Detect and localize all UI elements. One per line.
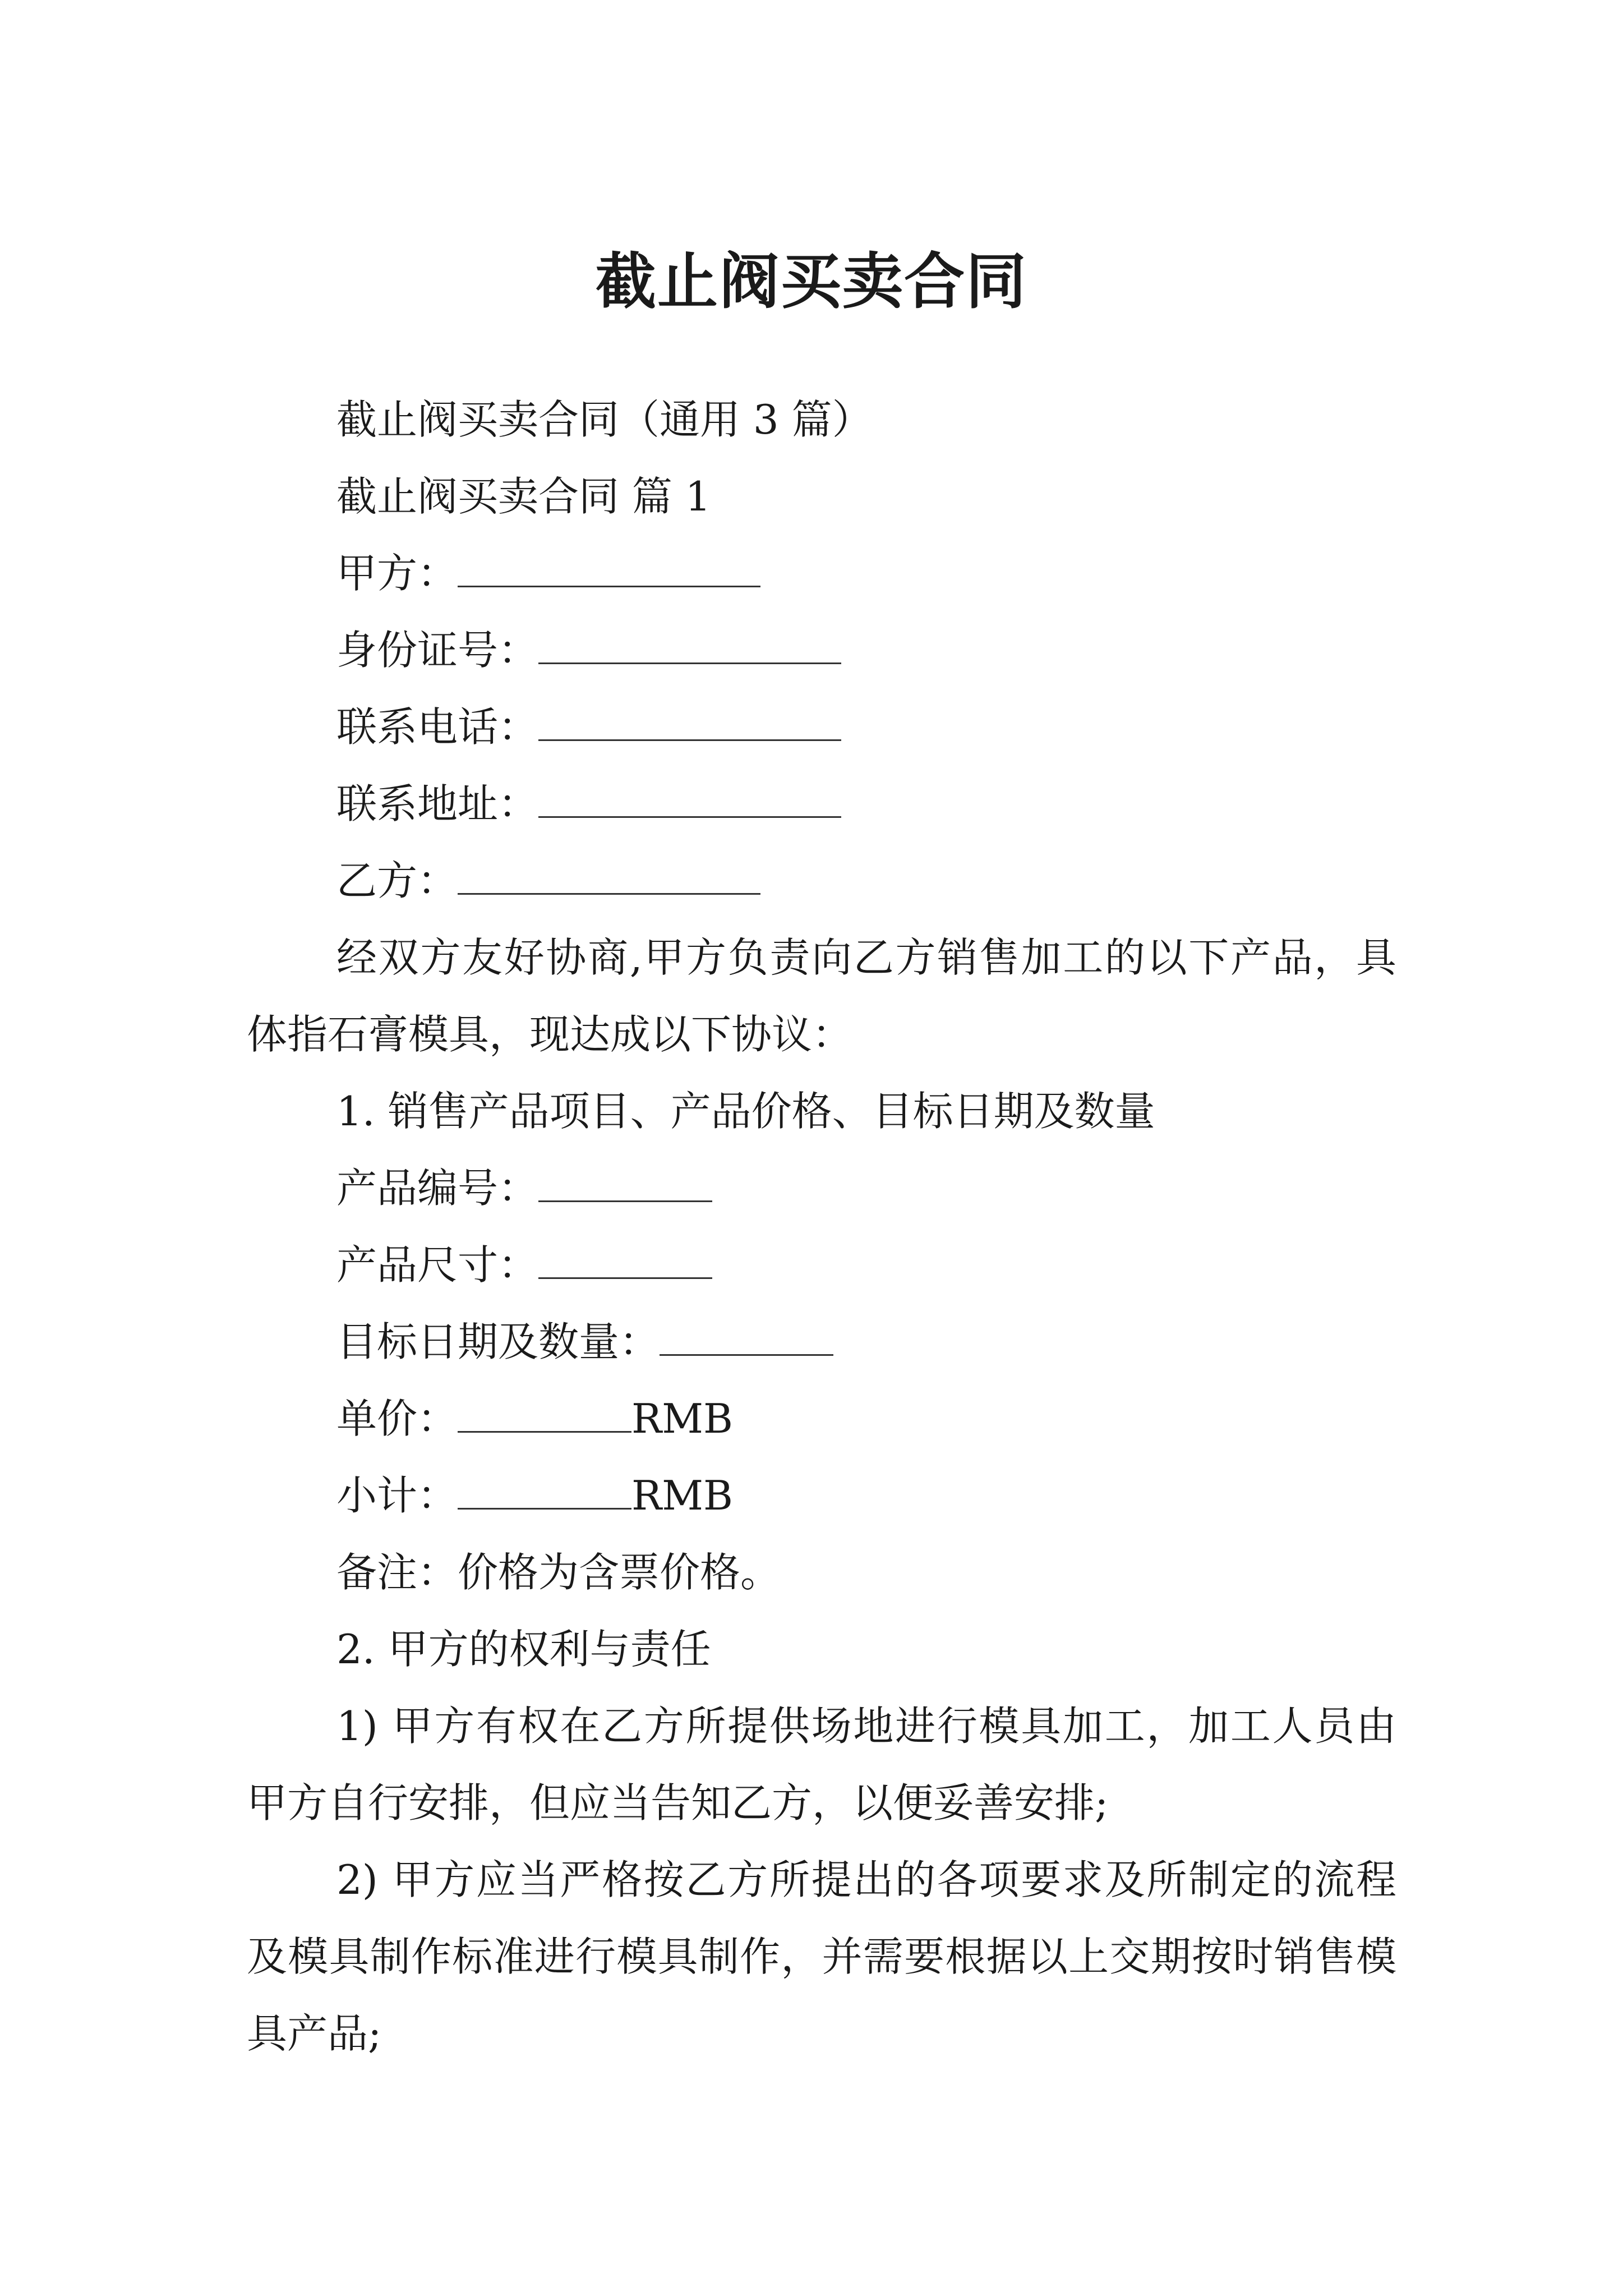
product-no-line	[247, 1150, 1396, 1227]
unit-price-blank	[458, 1394, 631, 1433]
subtitle-line: 截止阀买卖合同（通用 3 篇）	[336, 396, 873, 443]
section-1-heading: 1. 销售产品项目、产品价格、目标日期及数量	[336, 1088, 1155, 1135]
phone-blank	[538, 702, 841, 741]
target-date-line	[247, 1304, 1396, 1381]
id-number-label: 身份证号：	[336, 627, 539, 674]
address-blank	[538, 779, 841, 818]
id-number-blank	[538, 625, 841, 664]
unit-price-line	[247, 1381, 1396, 1457]
party-a-line	[247, 535, 1396, 612]
product-no-blank	[538, 1163, 712, 1202]
note-line: 备注：价格为含票价格。	[336, 1549, 781, 1596]
part-heading: 截止阀买卖合同 篇 1	[336, 473, 711, 520]
subtotal-unit: RMB	[631, 1472, 733, 1519]
subtotal-blank	[458, 1471, 631, 1510]
phone-line	[247, 689, 1396, 766]
subtotal-label: 小计：	[336, 1472, 458, 1519]
party-b-line	[247, 843, 1396, 919]
target-date-blank	[660, 1317, 833, 1356]
product-size-blank	[538, 1240, 712, 1279]
party-b-label: 乙方：	[336, 857, 458, 904]
product-no-label: 产品编号：	[336, 1165, 539, 1212]
document-title: 截止阀买卖合同	[595, 246, 1027, 318]
product-size-label: 产品尺寸：	[336, 1241, 539, 1289]
phone-label: 联系电话：	[336, 703, 539, 751]
product-size-line	[247, 1227, 1396, 1304]
address-label: 联系地址：	[336, 780, 539, 827]
party-a-blank	[458, 549, 760, 587]
intro-paragraph: 经双方友好协商,甲方负责向乙方销售加工的以下产品，具体指石膏模具，现达成以下协议：	[247, 934, 1396, 1058]
unit-price-label: 单价：	[336, 1395, 458, 1442]
id-number-line	[247, 612, 1396, 689]
target-date-label: 目标日期及数量：	[336, 1318, 660, 1365]
clause-1-paragraph: 1) 甲方有权在乙方所提供场地进行模具加工，加工人员由甲方自行安排，但应当告知乙方，以便妥善安排;	[247, 1703, 1396, 1826]
address-line	[247, 766, 1396, 843]
unit-price-unit: RMB	[631, 1395, 733, 1442]
party-a-label: 甲方：	[336, 550, 458, 597]
document-body	[247, 381, 1396, 2072]
party-b-blank	[458, 856, 760, 895]
subtotal-line	[247, 1457, 1396, 1534]
clause-2-paragraph: 2) 甲方应当严格按乙方所提出的各项要求及所制定的流程及模具制作标准进行模具制作，并需要根据以上交期按时销售模具产品;	[247, 1856, 1396, 2057]
section-2-heading: 2. 甲方的权利与责任	[336, 1626, 711, 1673]
